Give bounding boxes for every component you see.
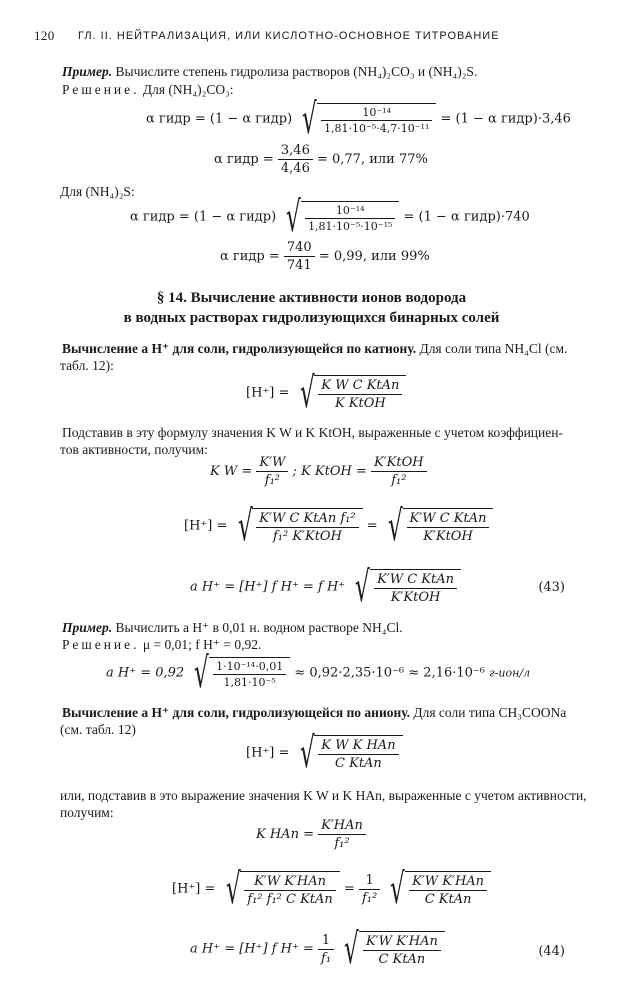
- eq1-rhs: = (1 − α гидр)·3,46: [440, 111, 571, 127]
- cation-f4-num: K′W C KtAn: [374, 572, 457, 589]
- anion-intro-rest: Для соли типа CH₃COONa: [413, 705, 567, 720]
- cation-formula-3: [H⁺] = √ $\frac{\text{K′W C KtAn f₁²}}{\text{f₁² K′KtOH}}$ = √ $\frac{\text{K′W C KtAn}}{\text{K′KtOH}}$: [184, 505, 493, 547]
- eq4-rhs: = 0,99, или 99%: [318, 249, 430, 264]
- cation-formula-1: [H⁺] = √ $\frac{\text{K W C KtAn}}{\text{K KtOH}}$: [246, 372, 406, 414]
- anion-substitution-line1: или, подставив в это выражение значения K W и K HAn, выраженные с учетом активности,: [60, 788, 587, 803]
- eq1-lhs: α гидр = (1 − α гидр): [146, 111, 293, 127]
- anion-formula-3: [H⁺] = √ $\frac{\text{K′W K′HAn}}{\text{f₁² f₁² C KtAn}}$ = $\frac{1}{\text{f₁²}}$ √ $\frac{\text{K′W K′HAn}}{\text{C KtAn}}$: [172, 868, 491, 910]
- eq3-rhs: = (1 − α гидр)·740: [403, 209, 530, 225]
- anion-f3-den3: C KtAn: [424, 892, 472, 907]
- anion-f3-num3: K′W K′HAn: [409, 874, 487, 891]
- anion-f1-lhs: [H⁺] =: [246, 745, 290, 761]
- example2-statement: [62, 620, 403, 636]
- example2-eq-rhs: ≈ 0,92·2,35·10⁻⁶ ≈ 2,16·10⁻⁶: [294, 665, 485, 681]
- anion-f3-den1: f₁² f₁² C KtAn: [247, 892, 333, 907]
- example2-label: Пример.: [62, 620, 113, 635]
- eq2-den: 4,46: [280, 161, 310, 176]
- cation-substitution-line1: Подставив в эту формулу значения K W и K KtOH, выраженные с учетом коэффициен-: [62, 425, 563, 440]
- cation-f2a-den: f₁²: [264, 473, 280, 488]
- anion-f4-lhs: a H⁺ = [H⁺] f H⁺ =: [190, 941, 314, 957]
- anion-f3-den2: f₁²: [361, 890, 378, 906]
- example2-eq-den: 1,81·10⁻⁵: [223, 676, 276, 689]
- chapter-title: ГЛ. II. НЕЙТРАЛИЗАЦИЯ, ИЛИ КИСЛОТНО-ОСНОВНОЕ ТИТРОВАНИЕ: [78, 30, 500, 42]
- example2-solution: [62, 637, 261, 653]
- example2-solution-text: μ = 0,01; f H⁺ = 0,92.: [142, 637, 262, 652]
- equation-alpha-1: [146, 94, 571, 143]
- cation-f4-den: K′KtOH: [390, 590, 441, 605]
- anion-f4-den2: C KtAn: [378, 952, 426, 967]
- anion-f3-lhs: [H⁺] =: [172, 881, 216, 897]
- cation-intro-rest: Для соли типа NH₄Cl (см.: [419, 341, 568, 356]
- cation-formula-2: [210, 455, 427, 488]
- example1-statement: [62, 64, 477, 80]
- example1-label: Пример.: [62, 64, 113, 79]
- cation-f1-den: K KtOH: [334, 396, 386, 411]
- anion-formula-2: [256, 818, 366, 851]
- anion-f4-num1: 1: [318, 933, 334, 950]
- eq4-den: 741: [286, 258, 312, 273]
- anion-f2-lhs: K HAn =: [256, 827, 314, 842]
- eq2-num: 3,46: [278, 143, 313, 160]
- example2-equation: a H⁺ = 0,92 √ $\frac{\text{1·10⁻¹⁴·0,01}}{\text{1,81·10⁻⁵}}$ ≈ 0,92·2,35·10⁻⁶ ≈ 2,16·10⁻⁶ г-ион/л: [106, 648, 531, 697]
- section-heading-line2: в водных растворах гидролизующихся бинарных солей: [123, 310, 500, 326]
- cation-f1-num: K W C KtAn: [318, 378, 402, 395]
- cation-substitution-line2: тов активности, получим:: [60, 442, 208, 457]
- eq2-lhs: α гидр =: [214, 152, 274, 167]
- equation-number-43: (43): [538, 580, 565, 595]
- eq1-num: 10⁻¹⁴: [321, 106, 432, 121]
- anion-f2-den: f₁²: [334, 836, 350, 851]
- anion-f3-eq: =: [343, 881, 355, 897]
- example2-eq-lhs: a H⁺ = 0,92: [106, 665, 185, 681]
- cation-intro-bold: Вычисление a H⁺ для соли, гидролизующейся по катиону.: [62, 341, 417, 356]
- cation-f3-den1: f₁² K′KtOH: [272, 529, 342, 544]
- cation-f2b-lhs: ; K KtOH =: [292, 464, 367, 479]
- cation-f3-eq: =: [366, 518, 378, 534]
- cation-intro: [62, 341, 567, 357]
- eq3-num: 10⁻¹⁴: [305, 204, 395, 219]
- page-number: 120: [34, 28, 55, 43]
- example2-eq-num: 1·10⁻¹⁴·0,01: [213, 660, 286, 675]
- cation-intro-line2: табл. 12):: [60, 358, 114, 373]
- example2-eq-unit: г-ион/л: [489, 666, 531, 680]
- anion-intro-bold: Вычисление a H⁺ для соли, гидролизующейся по аниону.: [62, 705, 411, 720]
- anion-f1-num: K W K HAn: [318, 738, 398, 755]
- eq3-lhs: α гидр = (1 − α гидр): [130, 209, 277, 225]
- cation-f3-lhs: [H⁺] =: [184, 518, 228, 534]
- example2-solution-label: Решение.: [62, 637, 140, 652]
- example2-text: Вычислить a H⁺ в 0,01 н. водном растворе NH₄Cl.: [115, 620, 403, 635]
- cation-f2b-num: K′KtOH: [371, 455, 427, 472]
- cation-f2a-lhs: K W =: [210, 464, 253, 479]
- eq3-radical: √ $\frac{\text{10⁻¹⁴}}{\text{1,81·10⁻⁵·10⁻¹⁵}}$: [280, 196, 399, 238]
- equation-alpha-3: [130, 192, 530, 241]
- eq4-lhs: α гидр =: [220, 249, 280, 264]
- eq2-rhs: = 0,77, или 77%: [316, 152, 428, 167]
- example1-solution-text: Для (NH₄)₂CO₃:: [142, 82, 234, 97]
- section-heading-line1: § 14. Вычисление активности ионов водорода: [156, 290, 467, 306]
- anion-formula-4: a H⁺ = [H⁺] f H⁺ = $\frac{1}{\text{f₁}}$ √ $\frac{\text{K′W K′HAn}}{\text{C KtAn}}$: [190, 928, 445, 970]
- anion-f4-den1: f₁: [321, 950, 332, 966]
- for-ammonium-sulfide: Для (NH₄)₂S:: [60, 184, 135, 199]
- anion-intro: [62, 705, 566, 721]
- anion-substitution-line2: получим:: [60, 805, 114, 820]
- cation-f1-lhs: [H⁺] =: [246, 385, 290, 401]
- eq3-den: 1,81·10⁻⁵·10⁻¹⁵: [308, 220, 393, 233]
- anion-f3-num1: K′W K′HAn: [244, 874, 336, 891]
- anion-intro-line2: (см. табл. 12): [60, 722, 136, 737]
- cation-f3-den2: K′KtOH: [423, 529, 473, 544]
- example1-solution: [62, 82, 234, 98]
- equation-number-44: (44): [538, 944, 565, 959]
- cation-f2b-den: f₁²: [391, 473, 407, 488]
- anion-formula-1: [H⁺] = √ $\frac{\text{K W K HAn}}{\text{C KtAn}}$: [246, 732, 403, 774]
- equation-alpha-4: [220, 240, 430, 273]
- example1-solution-label: Решение.: [62, 82, 140, 97]
- cation-f3-num1: K′W C KtAn f₁²: [256, 511, 358, 528]
- example1-text: Вычислите степень гидролиза растворов (NH₄)₂CO₃ и (NH₄)₂S.: [115, 64, 478, 79]
- anion-f4-num2: K′W K′HAn: [363, 934, 441, 951]
- anion-f3-num2: 1: [359, 873, 380, 890]
- cation-formula-4: a H⁺ = [H⁺] f H⁺ = f H⁺ √ $\frac{\text{K′W C KtAn}}{\text{K′KtOH}}$: [190, 566, 461, 608]
- anion-f1-den: C KtAn: [335, 756, 382, 771]
- equation-alpha-2: [214, 143, 428, 176]
- eq1-radical: √ $\frac{\text{10⁻¹⁴}}{\text{1,81·10⁻⁵·4,7·10⁻¹¹}}$: [296, 98, 436, 140]
- cation-f3-num2: K′W C KtAn: [407, 511, 490, 528]
- cation-f4-lhs: a H⁺ = [H⁺] f H⁺ = f H⁺: [190, 579, 346, 595]
- eq1-den: 1,81·10⁻⁵·4,7·10⁻¹¹: [324, 122, 430, 135]
- cation-f2a-num: K′W: [256, 455, 288, 472]
- eq4-num: 740: [284, 240, 315, 257]
- anion-f2-num: K′HAn: [318, 818, 366, 835]
